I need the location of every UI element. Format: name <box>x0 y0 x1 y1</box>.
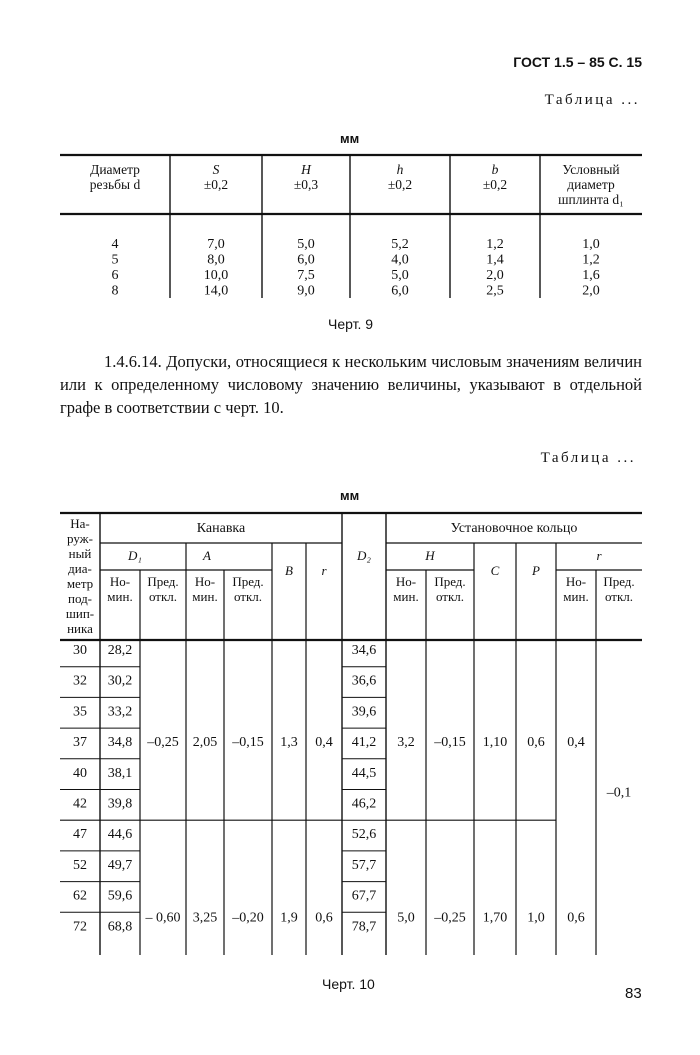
table2-diameter: 72 <box>73 919 87 935</box>
table1-cell: 1,2 <box>582 252 600 268</box>
table2-dev-header: Пред. <box>603 574 635 589</box>
table2-r2-dev: –0,1 <box>606 785 632 801</box>
table2-nom-header: Но- <box>109 574 131 589</box>
table2-group1-D1-dev: –0,25 <box>147 735 179 751</box>
table2-dev-header: откл. <box>148 589 178 604</box>
table1-header-cell: h <box>396 162 404 177</box>
table1-cell: 4 <box>111 237 119 252</box>
table2-group2-C: 1,70 <box>482 910 508 926</box>
table2-group1-B: 1,3 <box>280 735 298 751</box>
table2-D2: 67,7 <box>351 888 377 904</box>
table2-D2: 46,2 <box>351 796 377 812</box>
table2-D1: 39,8 <box>107 796 133 812</box>
table2-D2: 41,2 <box>351 735 377 751</box>
table1-cell: 7,0 <box>207 237 225 252</box>
table1-cell: 6 <box>111 268 119 283</box>
table2-D1: 34,8 <box>107 735 133 751</box>
table2-diameter: 30 <box>73 643 87 658</box>
table1-cell: 2,5 <box>486 283 504 299</box>
table2-group1-r2-nom: 0,4 <box>567 735 585 751</box>
table2-D2: 52,6 <box>351 827 377 843</box>
table2-D1: 28,2 <box>107 643 133 658</box>
table2-dev-header: Пред. <box>232 574 264 589</box>
table2-caption: Черт. 10 <box>322 976 375 992</box>
table2-nom-header: Но- <box>565 574 587 589</box>
table2-group2-H-nom: 5,0 <box>397 910 415 926</box>
table2-D2: 78,7 <box>351 919 377 935</box>
table1-header-cell: Диаметр <box>90 162 140 177</box>
page-header: ГОСТ 1.5 – 85 С. 15 <box>513 54 642 70</box>
table1-header-cell: S <box>212 162 220 177</box>
table1-cell: 1,0 <box>582 237 600 252</box>
table2-group1-A-nom: 2,05 <box>192 735 218 751</box>
table2-col0-header: ника <box>67 621 93 636</box>
table2-D1: 49,7 <box>107 857 133 873</box>
table2-group1-H-dev: –0,15 <box>434 735 466 751</box>
table2-group-ring: Установочное кольцо <box>450 521 578 536</box>
table2-D1: 68,8 <box>107 919 133 935</box>
page-number: 83 <box>625 985 642 1002</box>
table1-header-cell: ±0,2 <box>203 177 229 192</box>
table2-sub-D2: D₂ <box>357 548 371 563</box>
table2-sub-H: H <box>425 548 435 563</box>
table2-D2: 44,5 <box>351 765 377 781</box>
table2-group2-P: 1,0 <box>527 910 545 926</box>
table1-cell: 5 <box>111 252 119 268</box>
table2-group1-A-dev: –0,15 <box>232 735 264 751</box>
table1-cell: 5,2 <box>391 237 409 252</box>
table2-group1-P: 0,6 <box>527 735 545 751</box>
table1-header-cell: b <box>491 162 499 177</box>
table2-sub-P: P <box>532 563 540 578</box>
table1-cell: 4,0 <box>391 252 409 268</box>
table2-col0-header: под- <box>67 591 93 606</box>
table1-cell: 10,0 <box>203 268 229 283</box>
table1-cell: 6,0 <box>297 252 315 268</box>
table1-cell: 1,4 <box>486 252 504 268</box>
table2-D1: 33,2 <box>107 704 133 720</box>
table2-D1: 44,6 <box>107 827 133 843</box>
table2-col0-header: На- <box>70 516 90 531</box>
table2-D2: 36,6 <box>351 673 377 689</box>
table2-group2-D1-dev: – 0,60 <box>145 910 181 926</box>
table2-D2: 39,6 <box>351 704 377 720</box>
table2-diameter: 40 <box>73 765 87 781</box>
table2-D1: 30,2 <box>107 673 133 689</box>
table1-cell: 1,2 <box>486 237 504 252</box>
table1-cell: 7,5 <box>297 268 315 283</box>
table2-sub-r2: r <box>596 548 602 563</box>
table1-header-cell: H <box>301 162 311 177</box>
table2-group1-C: 1,10 <box>482 735 508 751</box>
table1-header-cell: ±0,2 <box>387 177 413 192</box>
table2-nom-header: мин. <box>107 589 133 604</box>
table2-dev-header: Пред. <box>147 574 179 589</box>
table2-diameter: 35 <box>73 704 87 720</box>
table2-diameter: 62 <box>73 888 87 904</box>
table2-dev-header: откл. <box>435 589 465 604</box>
table1-cell: 8 <box>111 283 119 299</box>
table1-header-cell: резьбы d <box>89 177 141 192</box>
table2-col0-header: шип- <box>65 606 95 621</box>
table2-group2-A-nom: 3,25 <box>192 910 218 926</box>
table1-cell: 5,0 <box>297 237 315 252</box>
paragraph-1-4-6-14: 1.4.6.14. Допуски, относящиеся к нескольким числовым значениям величин или к определенному числовому значению величины, указывают в отдельной графе в соответствии с черт. 10. <box>60 352 642 417</box>
table1-cell: 1,6 <box>582 268 600 283</box>
table1-cell: 8,0 <box>207 252 225 268</box>
table2-diameter: 52 <box>73 857 87 873</box>
table2-D2: 34,6 <box>351 643 377 658</box>
table2-sub-r: r <box>321 563 327 578</box>
table2-sub-D1: D₁ <box>128 548 142 563</box>
table2-sub-C: C <box>490 563 500 578</box>
table1-header-cell: ±0,3 <box>293 177 319 192</box>
table1-cell: 5,0 <box>391 268 409 283</box>
table2-group2-r: 0,6 <box>315 910 333 926</box>
table2-col0-header: метр <box>66 576 94 591</box>
table2-dev-header: откл. <box>233 589 263 604</box>
table2-nom-header: Но- <box>194 574 216 589</box>
table2-group2-H-dev: –0,25 <box>434 910 466 926</box>
table1-label: Таблица ... <box>544 92 640 108</box>
table1-cell: 14,0 <box>203 283 229 299</box>
table2-D1: 38,1 <box>107 765 133 781</box>
table2-diameter: 37 <box>73 735 87 751</box>
table2-nom-header: мин. <box>563 589 589 604</box>
table1-header-cell: диаметр <box>567 177 615 192</box>
table2-col0-header: руж- <box>67 531 93 546</box>
table2-col0-header: диа- <box>68 561 92 576</box>
table2-label: Таблица ... <box>540 450 636 466</box>
table1-cell: 6,0 <box>391 283 409 299</box>
table2-diameter: 42 <box>73 796 87 812</box>
table2-nom-header: Но- <box>395 574 417 589</box>
table2-group2-r2-nom: 0,6 <box>567 910 585 926</box>
table2-group2-A-dev: –0,20 <box>232 910 264 926</box>
table2-dev-header: откл. <box>604 589 634 604</box>
table2-nom-header: мин. <box>393 589 419 604</box>
table1-cell: 9,0 <box>297 283 315 299</box>
table2-D2: 57,7 <box>351 857 377 873</box>
table2-nom-header: мин. <box>192 589 218 604</box>
table2-D1: 59,6 <box>107 888 133 904</box>
table1-header-cell: шплинта d₁ <box>558 192 624 207</box>
table1-cell: 2,0 <box>582 283 600 299</box>
table2-group1-H-nom: 3,2 <box>397 735 415 751</box>
table2-group1-r: 0,4 <box>315 735 333 751</box>
table2-diameter: 32 <box>73 673 87 689</box>
table2-dev-header: Пред. <box>434 574 466 589</box>
table1-caption: Черт. 9 <box>328 316 374 332</box>
table2-sub-A: A <box>203 548 211 563</box>
table1-header-cell: ±0,2 <box>482 177 508 192</box>
table2-units: мм <box>340 488 360 503</box>
table1-cell: 2,0 <box>486 268 504 283</box>
table2-group2-B: 1,9 <box>280 910 298 926</box>
table2-col0-header: ный <box>68 546 92 561</box>
table1-header-cell: Условный <box>562 162 620 177</box>
table1-units: мм <box>340 131 360 146</box>
table2-diameter: 47 <box>73 827 87 843</box>
table2-group-kanavka: Канавка <box>196 521 246 536</box>
table2-sub-B: B <box>285 563 293 578</box>
